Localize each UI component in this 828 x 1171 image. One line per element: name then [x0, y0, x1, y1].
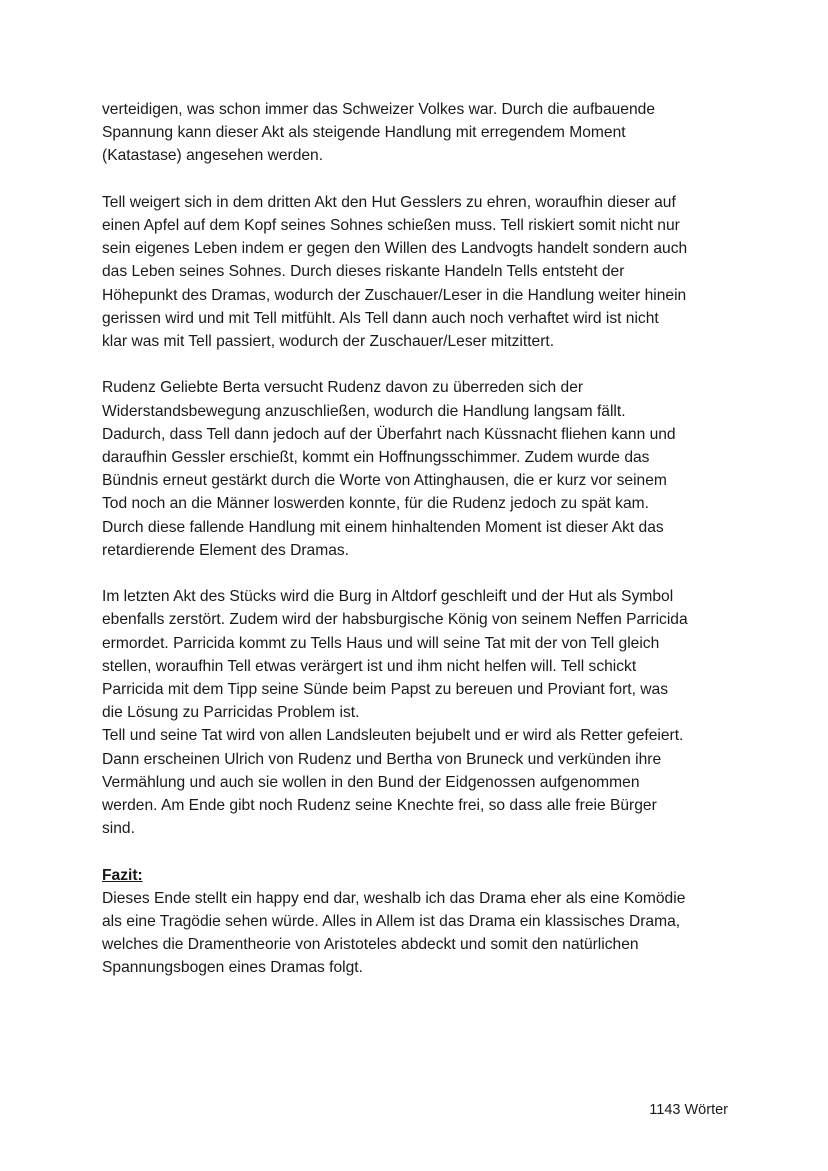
text-line: das Leben seines Sohnes. Durch dieses riskante Handeln Tells entsteht der	[102, 263, 625, 281]
text-line: als eine Tragödie sehen würde. Alles in Allem ist das Drama ein klassisches Drama,	[102, 913, 681, 931]
text-line: werden. Am Ende gibt noch Rudenz seine Knechte frei, so dass alle freie Bürger	[102, 797, 657, 815]
document-body	[102, 98, 738, 1003]
text-line: Durch diese fallende Handlung mit einem hinhaltenden Moment ist dieser Akt das	[102, 518, 664, 536]
text-line: Rudenz Geliebte Berta versucht Rudenz davon zu überreden sich der	[102, 379, 584, 397]
paragraph-act-four	[102, 376, 738, 562]
text-line: Im letzten Akt des Stücks wird die Burg in Altdorf geschleift und der Hut als Symbol	[102, 588, 674, 606]
text-line: Parricida mit dem Tipp seine Sünde beim Papst zu bereuen und Proviant fort, was	[102, 681, 669, 699]
text-line: Bündnis erneut gestärkt durch die Worte von Attinghausen, die er kurz vor seinem	[102, 472, 667, 490]
text-line: ermordet. Parricida kommt zu Tells Haus und will seine Tat mit der von Tell gleich	[102, 634, 660, 652]
paragraph-act-two-end	[102, 98, 738, 168]
text-line: einen Apfel auf dem Kopf seines Sohnes schießen muss. Tell riskiert somit nicht nur	[102, 217, 680, 234]
text-line: retardierende Element des Dramas.	[102, 541, 350, 559]
text-line: Spannungsbogen eines Dramas folgt.	[102, 959, 363, 977]
text-line: daraufhin Gessler erschießt, kommt ein Hoffnungsschimmer. Zudem wurde das	[102, 449, 650, 467]
word-count: 1143 Wörter	[649, 1102, 728, 1118]
text-line: stellen, woraufhin Tell etwas verärgert ist und ihm nicht helfen will. Tell schickt	[102, 657, 637, 675]
paragraph-act-five	[102, 585, 738, 840]
text-line: klar was mit Tell passiert, wodurch der Zuschauer/Leser mitzittert.	[102, 333, 555, 351]
text-line: verteidigen, was schon immer das Schweizer Volkes war. Durch die aufbauende	[102, 101, 655, 118]
text-line: Tell und seine Tat wird von allen Landsleuten bejubelt und er wird als Retter gefeiert.	[102, 727, 684, 745]
text-line: ebenfalls zerstört. Zudem wird der habsburgische König von seinem Neffen Parricida	[102, 611, 688, 629]
text-line: Dadurch, dass Tell dann jedoch auf der Überfahrt nach Küssnacht fliehen kann und	[102, 425, 676, 443]
text-line: Dieses Ende stellt ein happy end dar, weshalb ich das Drama eher als eine Komödie	[102, 889, 686, 907]
text-line: Höhepunkt des Dramas, wodurch der Zuschauer/Leser in die Handlung weiter hinein	[102, 286, 687, 304]
text-line: sein eigenes Leben indem er gegen den Willen des Landvogts handelt sondern auch	[102, 240, 688, 258]
text-line: welches die Dramentheorie von Aristoteles abdeckt und somit den natürlichen	[102, 936, 639, 954]
text-line: gerissen wird und mit Tell mitfühlt. Als Tell dann auch noch verhaftet wird ist nicht	[102, 309, 659, 327]
fazit-heading: Fazit:	[102, 866, 143, 884]
paragraph-fazit	[102, 864, 738, 980]
text-line: Widerstandsbewegung anzuschließen, wodurch die Handlung langsam fällt.	[102, 402, 626, 420]
text-line: die Lösung zu Parricidas Problem ist.	[102, 704, 360, 722]
text-line: Tod noch an die Männer loswerden konnte, für die Rudenz jedoch zu spät kam.	[102, 495, 649, 513]
paragraph-act-three	[102, 191, 738, 353]
text-line: Spannung kann dieser Akt als steigende Handlung mit erregendem Moment	[102, 124, 626, 142]
text-line: Tell weigert sich in dem dritten Akt den Hut Gesslers zu ehren, woraufhin dieser auf	[102, 193, 676, 211]
text-line: Dann erscheinen Ulrich von Rudenz und Bertha von Bruneck und verkünden ihre	[102, 750, 662, 768]
text-line: Vermählung und auch sie wollen in den Bund der Eidgenossen aufgenommen	[102, 773, 640, 791]
text-line: sind.	[102, 820, 135, 838]
text-line: (Katastase) angesehen werden.	[102, 147, 324, 165]
